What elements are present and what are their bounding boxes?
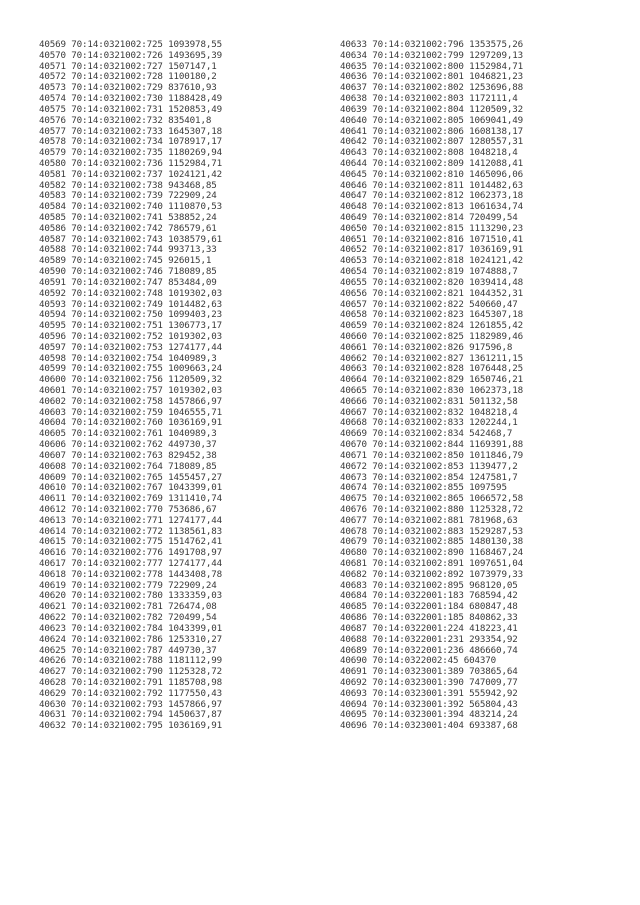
table-row: 40696 70:14:0323001:404 693387,68 bbox=[340, 720, 518, 732]
table-row: 40684 70:14:0322001:183 768594,42 bbox=[340, 590, 518, 602]
table-row: 40609 70:14:0321002:765 1455457,27 bbox=[39, 471, 222, 483]
table-row: 40614 70:14:0321002:772 1138561,83 bbox=[39, 525, 222, 537]
table-row: 40642 70:14:0321002:807 1280557,31 bbox=[340, 136, 523, 148]
table-row: 40640 70:14:0321002:805 1069041,49 bbox=[340, 114, 523, 126]
table-row: 40622 70:14:0321002:782 720499,54 bbox=[39, 612, 217, 624]
table-row: 40586 70:14:0321002:742 786579,61 bbox=[39, 222, 217, 234]
table-row: 40610 70:14:0321002:767 1043399,01 bbox=[39, 482, 222, 494]
table-row: 40575 70:14:0321002:731 1520853,49 bbox=[39, 103, 222, 115]
table-row: 40668 70:14:0321002:833 1202244,1 bbox=[340, 417, 518, 429]
table-row: 40656 70:14:0321002:821 1044352,31 bbox=[340, 287, 523, 299]
table-row: 40636 70:14:0321002:801 1046821,23 bbox=[340, 71, 523, 83]
table-row: 40633 70:14:0321002:796 1353575,26 bbox=[340, 39, 523, 50]
table-row: 40653 70:14:0321002:818 1024121,42 bbox=[340, 255, 523, 267]
table-row: 40604 70:14:0321002:760 1036169,91 bbox=[39, 417, 222, 429]
table-row: 40571 70:14:0321002:727 1507147,1 bbox=[39, 60, 217, 72]
table-row: 40686 70:14:0322001:185 840862,33 bbox=[340, 612, 518, 624]
table-row: 40674 70:14:0321002:855 1097595 bbox=[340, 482, 507, 494]
table-row: 40680 70:14:0321002:890 1168467,24 bbox=[340, 547, 523, 559]
table-row: 40681 70:14:0321002:891 1097651,04 bbox=[340, 558, 523, 569]
table-row: 40588 70:14:0321002:744 993713,33 bbox=[39, 244, 217, 256]
table-row: 40620 70:14:0321002:780 1333359,03 bbox=[39, 590, 222, 602]
table-row: 40661 70:14:0321002:826 917596,8 bbox=[340, 341, 513, 353]
table-row: 40670 70:14:0321002:844 1169391,88 bbox=[340, 439, 523, 451]
table-row: 40618 70:14:0321002:778 1443408,78 bbox=[39, 568, 222, 580]
table-row: 40584 70:14:0321002:740 1110870,53 bbox=[39, 201, 222, 213]
table-row: 40648 70:14:0321002:813 1061634,74 bbox=[340, 201, 523, 213]
table-row: 40654 70:14:0321002:819 1074888,7 bbox=[340, 266, 518, 278]
table-row: 40615 70:14:0321002:775 1514762,41 bbox=[39, 536, 222, 548]
table-row: 40694 70:14:0323001:392 565804,43 bbox=[340, 698, 518, 710]
table-row: 40611 70:14:0321002:769 1311410,74 bbox=[39, 493, 222, 505]
table-row: 40574 70:14:0321002:730 1188428,49 bbox=[39, 93, 222, 105]
table-row: 40591 70:14:0321002:747 853484,09 bbox=[39, 276, 217, 288]
table-row: 40608 70:14:0321002:764 718089,85 bbox=[39, 460, 217, 472]
table-row: 40683 70:14:0321002:895 968120,05 bbox=[340, 579, 518, 591]
table-row: 40613 70:14:0321002:771 1274177,44 bbox=[39, 514, 222, 526]
table-row: 40672 70:14:0321002:853 1139477,2 bbox=[340, 460, 518, 472]
table-row: 40650 70:14:0321002:815 1113290,23 bbox=[340, 222, 523, 234]
table-row: 40582 70:14:0321002:738 943468,85 bbox=[39, 179, 217, 191]
table-row: 40669 70:14:0321002:834 542468,7 bbox=[340, 428, 513, 440]
table-row: 40606 70:14:0321002:762 449730,37 bbox=[39, 439, 217, 451]
table-row: 40644 70:14:0321002:809 1412088,41 bbox=[340, 157, 523, 169]
table-row: 40627 70:14:0321002:790 1125328,72 bbox=[39, 666, 222, 678]
table-row: 40690 70:14:0322002:45 604370 bbox=[340, 655, 497, 667]
table-row: 40581 70:14:0321002:737 1024121,42 bbox=[39, 168, 222, 180]
table-row: 40580 70:14:0321002:736 1152984,71 bbox=[39, 157, 222, 169]
table-row: 40597 70:14:0321002:753 1274177,44 bbox=[39, 341, 222, 353]
table-row: 40643 70:14:0321002:808 1048218,4 bbox=[340, 147, 518, 159]
table-row: 40603 70:14:0321002:759 1046555,71 bbox=[39, 406, 222, 418]
table-row: 40573 70:14:0321002:729 837610,93 bbox=[39, 82, 217, 94]
table-row: 40646 70:14:0321002:811 1014482,63 bbox=[340, 179, 523, 191]
table-row: 40667 70:14:0321002:832 1048218,4 bbox=[340, 406, 518, 418]
table-row: 40572 70:14:0321002:728 1100180,2 bbox=[39, 71, 217, 83]
table-row: 40662 70:14:0321002:827 1361211,15 bbox=[340, 352, 523, 364]
table-row: 40658 70:14:0321002:823 1645307,18 bbox=[340, 309, 523, 321]
table-row: 40578 70:14:0321002:734 1078917,17 bbox=[39, 136, 222, 148]
table-row: 40660 70:14:0321002:825 1182989,46 bbox=[340, 330, 523, 342]
table-row: 40602 70:14:0321002:758 1457866,97 bbox=[39, 395, 222, 407]
table-row: 40637 70:14:0321002:802 1253696,88 bbox=[340, 82, 523, 94]
table-row: 40645 70:14:0321002:810 1465096,06 bbox=[340, 168, 523, 180]
table-row: 40639 70:14:0321002:804 1120509,32 bbox=[340, 103, 523, 115]
table-row: 40688 70:14:0322001:231 293354,92 bbox=[340, 633, 518, 645]
table-row: 40630 70:14:0321002:793 1457866,97 bbox=[39, 698, 222, 710]
table-row: 40570 70:14:0321002:726 1493695,39 bbox=[39, 49, 222, 61]
table-row: 40600 70:14:0321002:756 1120509,32 bbox=[39, 374, 222, 386]
table-row: 40647 70:14:0321002:812 1062373,18 bbox=[340, 190, 523, 202]
table-row: 40641 70:14:0321002:806 1608138,17 bbox=[340, 125, 523, 137]
table-row: 40595 70:14:0321002:751 1306773,17 bbox=[39, 320, 222, 332]
table-row: 40576 70:14:0321002:732 835401,8 bbox=[39, 114, 212, 126]
table-row: 40638 70:14:0321002:803 1172111,4 bbox=[340, 93, 518, 105]
table-row: 40673 70:14:0321002:854 1247581,7 bbox=[340, 471, 518, 483]
table-row: 40652 70:14:0321002:817 1036169,91 bbox=[340, 244, 523, 256]
table-row: 40665 70:14:0321002:830 1062373,18 bbox=[340, 385, 523, 396]
right-column bbox=[340, 40, 523, 732]
left-column bbox=[39, 40, 222, 732]
table-row: 40689 70:14:0322001:236 486660,74 bbox=[340, 644, 518, 656]
table-row: 40590 70:14:0321002:746 718089,85 bbox=[39, 266, 217, 278]
table-row: 40612 70:14:0321002:770 753686,67 bbox=[39, 503, 217, 515]
table-row: 40607 70:14:0321002:763 829452,38 bbox=[39, 449, 217, 461]
table-row: 40649 70:14:0321002:814 720499,54 bbox=[340, 212, 518, 223]
table-row: 40585 70:14:0321002:741 538852,24 bbox=[39, 212, 217, 223]
table-row: 40577 70:14:0321002:733 1645307,18 bbox=[39, 125, 222, 137]
table-row: 40631 70:14:0321002:794 1450637,87 bbox=[39, 709, 222, 721]
table-row: 40677 70:14:0321002:881 781968,63 bbox=[340, 514, 518, 526]
table-row: 40617 70:14:0321002:777 1274177,44 bbox=[39, 558, 222, 569]
table-row: 40693 70:14:0323001:391 555942,92 bbox=[340, 687, 518, 699]
table-row: 40664 70:14:0321002:829 1650746,21 bbox=[340, 374, 523, 386]
table-row: 40682 70:14:0321002:892 1073979,33 bbox=[340, 568, 523, 580]
table-row: 40623 70:14:0321002:784 1043399,01 bbox=[39, 622, 222, 634]
table-row: 40626 70:14:0321002:788 1181112,99 bbox=[39, 655, 222, 667]
table-row: 40589 70:14:0321002:745 926015,1 bbox=[39, 255, 212, 267]
table-row: 40634 70:14:0321002:799 1297209,13 bbox=[340, 49, 523, 61]
table-row: 40621 70:14:0321002:781 726474,08 bbox=[39, 601, 217, 613]
table-row: 40635 70:14:0321002:800 1152984,71 bbox=[340, 60, 523, 72]
table-row: 40692 70:14:0323001:390 747009,77 bbox=[340, 676, 518, 688]
table-row: 40651 70:14:0321002:816 1071510,41 bbox=[340, 233, 523, 245]
table-row: 40695 70:14:0323001:394 483214,24 bbox=[340, 709, 518, 721]
table-row: 40579 70:14:0321002:735 1180269,94 bbox=[39, 147, 222, 159]
table-row: 40671 70:14:0321002:850 1011846,79 bbox=[340, 449, 523, 461]
table-row: 40685 70:14:0322001:184 680847,48 bbox=[340, 601, 518, 613]
table-row: 40679 70:14:0321002:885 1480130,38 bbox=[340, 536, 523, 548]
table-row: 40598 70:14:0321002:754 1040989,3 bbox=[39, 352, 217, 364]
table-row: 40663 70:14:0321002:828 1076448,25 bbox=[340, 363, 523, 375]
table-row: 40593 70:14:0321002:749 1014482,63 bbox=[39, 298, 222, 310]
table-row: 40657 70:14:0321002:822 540660,47 bbox=[340, 298, 518, 310]
table-row: 40666 70:14:0321002:831 501132,58 bbox=[340, 395, 518, 407]
table-row: 40629 70:14:0321002:792 1177550,43 bbox=[39, 687, 222, 699]
table-row: 40632 70:14:0321002:795 1036169,91 bbox=[39, 720, 222, 732]
table-row: 40624 70:14:0321002:786 1253310,27 bbox=[39, 633, 222, 645]
table-row: 40587 70:14:0321002:743 1038579,61 bbox=[39, 233, 222, 245]
table-row: 40601 70:14:0321002:757 1019302,03 bbox=[39, 385, 222, 396]
table-row: 40675 70:14:0321002:865 1066572,58 bbox=[340, 493, 523, 505]
table-row: 40594 70:14:0321002:750 1099403,23 bbox=[39, 309, 222, 321]
table-row: 40659 70:14:0321002:824 1261855,42 bbox=[340, 320, 523, 332]
table-row: 40678 70:14:0321002:883 1529287,53 bbox=[340, 525, 523, 537]
table-row: 40605 70:14:0321002:761 1040989,3 bbox=[39, 428, 217, 440]
table-row: 40676 70:14:0321002:880 1125328,72 bbox=[340, 503, 523, 515]
table-row: 40655 70:14:0321002:820 1039414,48 bbox=[340, 276, 523, 288]
table-row: 40599 70:14:0321002:755 1009663,24 bbox=[39, 363, 222, 375]
table-row: 40628 70:14:0321002:791 1185708,98 bbox=[39, 676, 222, 688]
table-row: 40592 70:14:0321002:748 1019302,03 bbox=[39, 287, 222, 299]
table-row: 40691 70:14:0323001:389 703865,64 bbox=[340, 666, 518, 678]
table-row: 40583 70:14:0321002:739 722909,24 bbox=[39, 190, 217, 202]
table-row: 40616 70:14:0321002:776 1491708,97 bbox=[39, 547, 222, 559]
table-row: 40625 70:14:0321002:787 449730,37 bbox=[39, 644, 217, 656]
table-row: 40687 70:14:0322001:224 418223,41 bbox=[340, 622, 518, 634]
table-row: 40596 70:14:0321002:752 1019302,03 bbox=[39, 330, 222, 342]
table-row: 40619 70:14:0321002:779 722909,24 bbox=[39, 579, 217, 591]
table-row: 40569 70:14:0321002:725 1093978,55 bbox=[39, 39, 222, 50]
